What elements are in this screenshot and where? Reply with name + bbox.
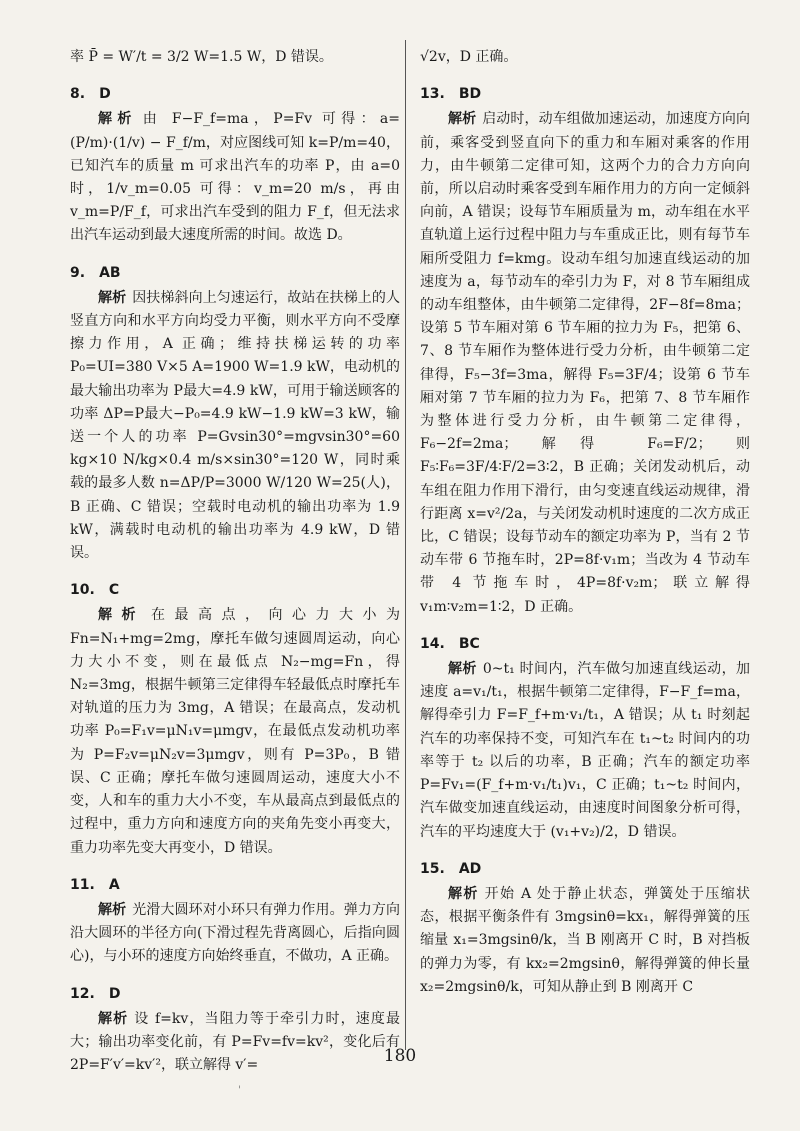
column-divider [405,40,406,1050]
answer-choice: AB [99,264,121,281]
question-number: 12. [70,985,95,1002]
question-header [70,579,400,602]
left-column [70,46,400,1077]
solution-text: √2v，D 正确。 [420,49,518,65]
question-header [420,858,750,881]
solution-9 [70,262,400,566]
question-header [70,262,400,285]
analysis-label: 解析 [98,1010,129,1027]
solution-12-continuation [420,46,750,69]
solution-body [70,1008,400,1078]
right-column [420,46,750,999]
analysis-label: 解析 [448,661,477,678]
analysis-label: 解析 [98,289,127,306]
answer-choice: AD [458,860,482,877]
solution-body [420,883,750,999]
question-number: 13. [420,86,445,103]
solution-text: 设 f=kv，当阻力等于牵引力时，速度最大；输出功率变化前，有 P=Fv=fv=kv²，变化后有 2P=F′v′=kv′²，联立解得 v′= [70,1010,400,1074]
solution-8 [70,83,400,247]
solution-body [70,108,400,247]
analysis-label: 解析 [448,885,479,902]
answer-choice: D [108,985,121,1002]
solution-13 [420,83,750,619]
solution-11 [70,874,400,969]
solution-text: 率 P̄ = W′/t = 3/2 W=1.5 W，D 错误。 [70,49,333,65]
solution-body [420,108,750,618]
answer-choice: A [108,876,120,893]
question-header [70,983,400,1006]
solution-text: 0~t₁ 时间内，汽车做匀加速直线运动，加速度 a=v₁/t₁，根据牛顿第二定律得，F−F_f=ma，解得牵引力 F=F_f+m·v₁/t₁，A 错误；从 t₁ 时刻起汽车的功率保持不变，可知汽车在 t₁~t₂ 时间内的功率等于 t₂ 以后的功率，B 正确；汽车的额定功率 P=Fv₁=(F_f+m·v₁/t₁)v₁，C 正确；t₁~t₂ 时间内，汽车做变加速直线运动，由速度时间图象分析可得，汽车的平均速度大于 (v₁+v₂)/2，D 错误。 [420,661,751,840]
solution-text: 由 F−F_f=ma，P=Fv 可得：a=(P/m)·(1/v) − F_f/m，对应图线可知 k=P/m=40，已知汽车的质量 m 可求出汽车的功率 P，由 a=0 时，1/v_m=0.05 可得：v_m=20 m/s，再由 v_m=P/F_f，可求出汽车受到的阻力 F_f，但无法求出汽车运动到最大速度所需的时间。故选 D。 [70,111,400,244]
solution-body [70,899,400,969]
solution-7-continuation [70,46,400,69]
question-number: 14. [420,635,445,652]
question-number: 11. [70,876,95,893]
solution-text: 在最高点，向心力大小为 Fn=N₁+mg=2mg，摩托车做匀速圆周运动，向心力大小不变，则在最低点 N₂−mg=Fn，得 N₂=3mg，根据牛顿第三定律得车轻最低点时摩托车对轨道的压力为 3mg，A 错误；在最高点，发动机功率 P₀=F₁v=μN₁v=μmgv，在最低点发动机功率为 P=F₂v=μN₂v=3μmgv，则有 P=3P₀，B 错误、C 正确；摩托车做匀速圆周运动，速度大小不变，人和车的重力大小不变，车从最高点到最低点的过程中，重力方向和速度方向的夹角先变小再变大，重力功率先变大再变小，D 错误。 [70,607,400,856]
question-header [70,83,400,106]
analysis-label: 解析 [98,901,127,918]
solution-body [70,604,400,859]
question-number: 9. [70,264,86,281]
solution-15 [420,858,750,999]
answer-choice: BC [458,635,480,652]
question-number: 10. [70,582,95,599]
analysis-label: 解析 [448,111,477,128]
question-header [420,633,750,656]
question-number: 8. [70,86,86,103]
solution-text: 光滑大圆环对小环只有弹力作用。弹力方向沿大圆环的半径方向(下滑过程先背离圆心，后指向圆心)，与小环的速度方向始终垂直，不做功，A 正确。 [70,901,401,965]
question-header [420,83,750,106]
answer-choice: BD [458,86,482,103]
answer-choice: D [99,86,111,103]
solution-text: 因扶梯斜向上匀速运行，故站在扶梯上的人竖直方向和水平方向均受力平衡，则水平方向不受摩擦力作用，A 正确；维持扶梯运转的功率 P₀=UI=380 V×5 A=1900 W=1.9 kW，电动机的最大输出功率为 P最大=4.9 kW，可用于输送顾客的功率 ΔP=P最大−P₀=4.9 kW−1.9 kW=3 kW，输送一个人的功率 P=Gvsin30°=mgvsin30°=60 kg×10 N/kg×0.4 m/s×sin30°=120 W，同时乘载的最多人数 n=ΔP/P=3000 W/120 W=25(人)，B 正确、C 错误；空载时电动机的输出功率为 1.9 kW，满载时电动机的输出功率为 4.9 kW，D 错误。 [70,289,401,562]
analysis-label: 解析 [98,607,145,624]
solution-text: 启动时，动车组做加速运动，加速度方向向前，乘客受到竖直向下的重力和车厢对乘客的作用力，由牛顿第二定律可知，这两个力的合力方向向前，所以启动时乘客受到车厢作用力的方向一定倾斜向前，A 错误；设每节车厢质量为 m，动车组在水平直轨道上运行过程中阻力与车重成正比，则有每节车厢所受阻力 f=kmg。设动车组匀加速直线运动的加速度为 a，每节动车的牵引力为 F，对 8 节车厢组成的动车组整体，由牛顿第二定律得，2F−8f=8ma；设第 5 节车厢对第 6 节车厢的拉力为 F₅，把第 6、7、8 节车厢作为整体进行受力分析，由牛顿第二定律得，F₅−3f=3ma，解得 F₅=3F/4；设第 6 节车厢对第 7 节车厢的拉力为 F₆，把第 7、8 节车厢作为整体进行受力分析，由牛顿第二定律得，F₆−2f=2ma；解得 F₆=F/2；则 F₅∶F₆=3F/4∶F/2=3∶2，B 正确；关闭发动机后，动车组在阻力作用下滑行，由匀变速直线运动规律，滑行距离 x=v²/2a，与关闭发动机时速度的二次方成正比，C 错误；设每节动车的额定功率为 P，当有 2 节动车带 6 节拖车时，2P=8f·v₁m；当改为 4 节动车带 4 节拖车时，4P=8f·v₂m；联立解得 v₁m∶v₂m=1∶2，D 正确。 [420,111,751,615]
solution-text: 开始 A 处于静止状态，弹簧处于压缩状态，根据平衡条件有 3mgsinθ=kx₁，解得弹簧的压缩量 x₁=3mgsinθ/k，当 B 刚离开 C 时，B 对挡板的弹力为零，有 kx₂=2mgsinθ，解得弹簧的伸长量 x₂=2mgsinθ/k，可知从静止到 B 刚离开 C [420,885,751,995]
page-number: 180 [383,1046,417,1066]
footer-mark: ' [238,1085,241,1096]
solution-10 [70,579,400,859]
answer-choice: C [108,582,120,599]
solution-body [420,658,750,844]
question-number: 15. [420,860,445,877]
question-header [70,874,400,897]
solution-14 [420,633,750,844]
solution-body [70,287,400,565]
analysis-label: 解析 [98,111,137,128]
